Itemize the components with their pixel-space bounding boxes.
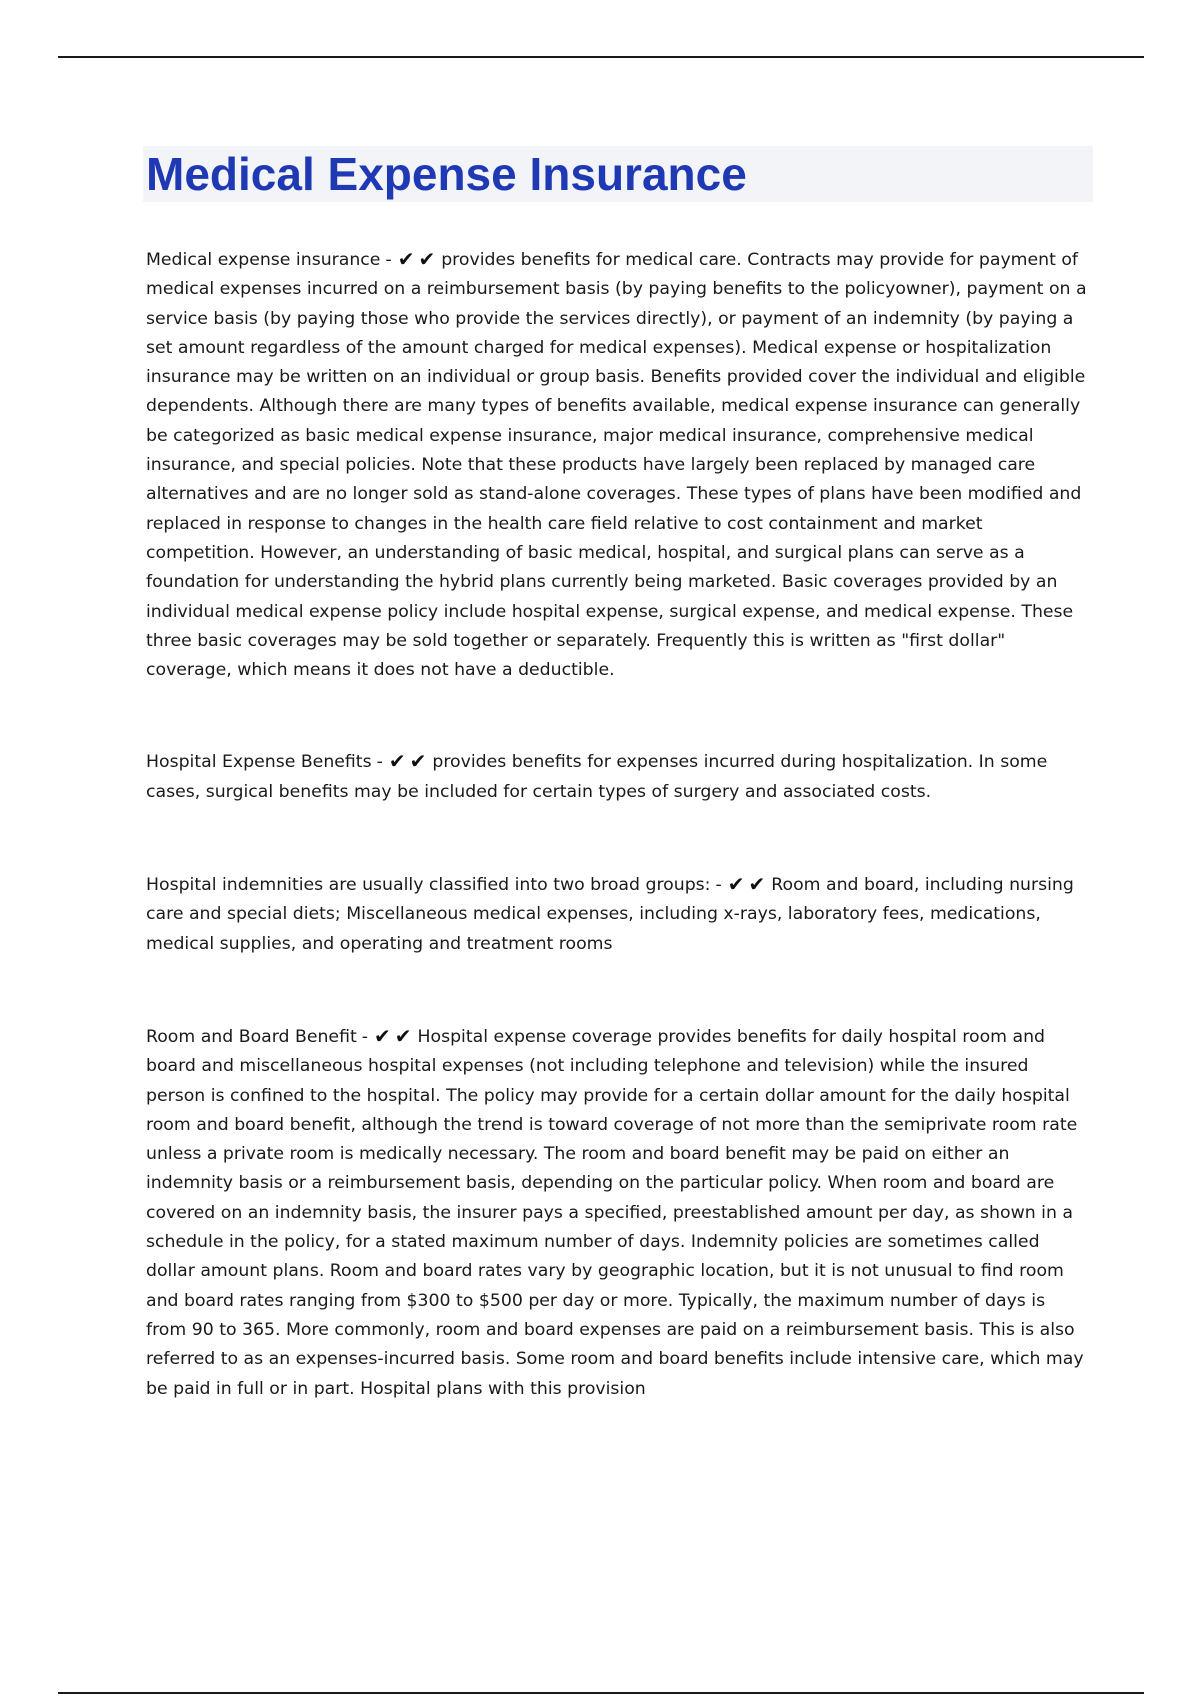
entry-term: Hospital indemnities are usually classified into two broad groups:	[146, 875, 711, 896]
entry-separator: -	[361, 1026, 368, 1047]
page-title: Medical Expense Insurance	[146, 148, 747, 200]
document-body	[146, 246, 1088, 1404]
entry-separator: -	[376, 752, 383, 773]
bottom-divider	[58, 1692, 1144, 1694]
entry-term: Room and Board Benefit	[146, 1026, 357, 1047]
double-check-icon: ✔✔	[388, 749, 431, 774]
entry-term: Medical expense insurance	[146, 250, 381, 270]
entry-definition: Hospital expense coverage provides benefits for daily hospital room and board and miscellaneous hospital expenses (not including telephone and television) while the insured person is confined to the hospital. The policy may provide for a certain dollar amount for the daily hospital room and board benefit, although the trend is toward coverage of not more than the semiprivate room rate unless a private room is medically necessary. The room and board benefit may be paid on either an indemnity basis or a reimbursement basis, depending on the particular policy. When room and board are covered on an indemnity basis, the insurer pays a specified, preestablished amount per day, as shown in a schedule in the policy, for a stated maximum number of days. Indemnity policies are sometimes called dollar amount plans. Room and board rates vary by geographic location, but it is not unusual to find room and board rates ranging from $300 to $500 per day or more. Typically, the maximum number of days is from 90 to 365. More commonly, room and board expenses are paid on a reimbursement basis. This is also referred to as an expenses-incurred basis. Some room and board benefits include intensive care, which may be paid in full or in part. Hospital plans with this provision	[146, 1026, 1084, 1399]
entry-separator: -	[385, 250, 392, 270]
entry-hospital-indemnities	[146, 871, 1088, 959]
entry-definition: provides benefits for expenses incurred during hospitalization. In some cases, surgical benefits may be included for certain types of surgery and associated costs.	[146, 752, 1048, 802]
entry-definition: Room and board, including nursing care and special diets; Miscellaneous medical expenses, including x-rays, laboratory fees, medications, medical supplies, and operating and treatment rooms	[146, 875, 1074, 954]
double-check-icon: ✔✔	[373, 1023, 416, 1048]
entry-hospital-expense-benefits	[146, 748, 1088, 807]
entry-medical-expense-insurance	[146, 246, 1088, 685]
entry-room-and-board-benefit	[146, 1023, 1088, 1404]
double-check-icon: ✔✔	[727, 872, 770, 897]
entry-term: Hospital Expense Benefits	[146, 752, 372, 773]
entry-separator: -	[715, 875, 722, 896]
entry-definition: provides benefits for medical care. Contracts may provide for payment of medical expenses incurred on a reimbursement basis (by paying benefits to the policyowner), payment on a service basis (by paying those who provide the services directly), or payment of an indemnity (by paying a set amount regardless of the amount charged for medical expenses). Medical expense or hospitalization insurance may be written on an individual or group basis. Benefits provided cover the individual and eligible dependents. Although there are many types of benefits available, medical expense insurance can generally be categorized as basic medical expense insurance, major medical insurance, comprehensive medical insurance, and special policies. Note that these products have largely been replaced by managed care alternatives and are no longer sold as stand-alone coverages. These types of plans have been modified and replaced in response to changes in the health care field relative to cost containment and market competition. However, an understanding of basic medical, hospital, and surgical plans can serve as a foundation for understanding the hybrid plans currently being marketed. Basic coverages provided by an individual medical expense policy include hospital expense, surgical expense, and medical expense. These three basic coverages may be sold together or separately. Frequently this is written as "first dollar" coverage, which means it does not have a deductible.	[146, 250, 1087, 681]
double-check-icon: ✔✔	[397, 247, 440, 271]
top-divider	[58, 56, 1144, 58]
